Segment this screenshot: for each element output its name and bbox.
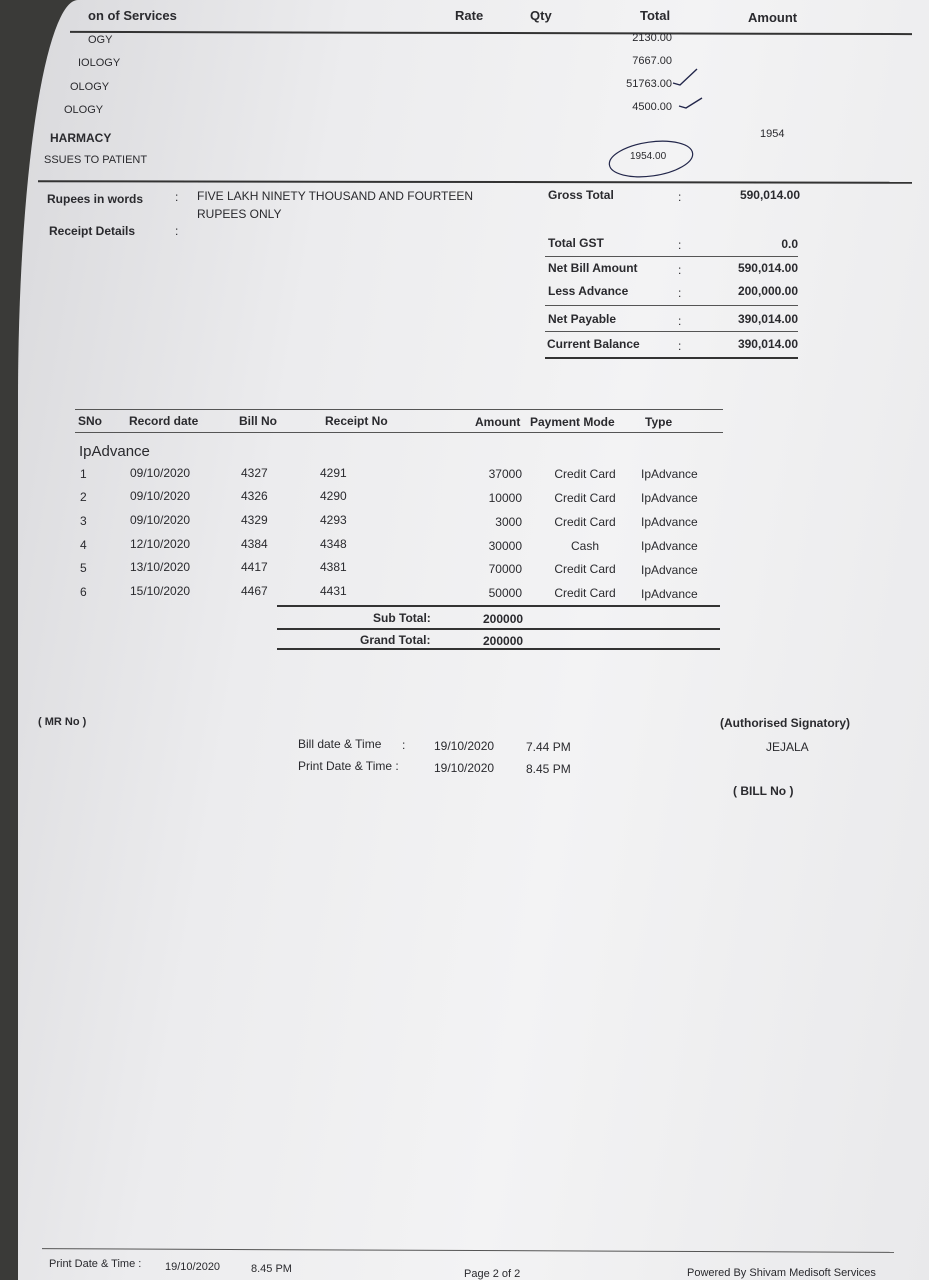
totals-rule	[545, 331, 798, 332]
colon: :	[678, 314, 682, 328]
record-date-cell: 09/10/2020	[130, 489, 191, 503]
total-gst-value: 0.0	[781, 237, 798, 251]
sno-cell: 4	[80, 538, 87, 552]
bill-date: 19/10/2020	[434, 739, 495, 753]
service-total: 2130.00	[632, 32, 672, 44]
service-name: OLOGY	[64, 104, 104, 116]
sno-cell: 3	[80, 514, 87, 528]
service-total: 51763.00	[626, 78, 672, 90]
footer-print-label: Print Date & Time :	[49, 1258, 142, 1270]
record-date-cell: 09/10/2020	[130, 513, 191, 527]
bill-no-cell: 4326	[241, 489, 268, 503]
receipt-no-cell: 4431	[320, 584, 347, 598]
subtotal-label: Sub Total:	[373, 611, 431, 625]
receipt-no-cell: 4348	[320, 537, 347, 551]
record-date-cell: 13/10/2020	[130, 560, 191, 574]
qty-column-header: Qty	[530, 8, 552, 23]
footer-print-time: 8.45 PM	[251, 1263, 292, 1275]
amount-in-words-line1: FIVE LAKH NINETY THOUSAND AND FOURTEEN	[197, 189, 474, 203]
payment-mode-column-header: Payment Mode	[530, 415, 615, 429]
grand-total-label: Grand Total:	[360, 633, 431, 647]
print-time: 8.45 PM	[526, 762, 571, 776]
payment-mode-cell: Cash	[570, 539, 599, 553]
service-name: HARMACY	[50, 131, 112, 145]
circle-mark-icon	[603, 136, 703, 180]
type-cell: IpAdvance	[641, 539, 698, 553]
less-advance-label: Less Advance	[548, 284, 629, 298]
colon: :	[678, 286, 682, 300]
service-name: SSUES TO PATIENT	[44, 154, 148, 166]
type-cell: IpAdvance	[641, 587, 698, 601]
table-header-rule	[75, 432, 723, 433]
service-total: 4500.00	[632, 101, 672, 113]
record-date-cell: 15/10/2020	[130, 584, 191, 598]
record-date-cell: 12/10/2020	[130, 537, 191, 551]
amount-cell: 50000	[488, 586, 522, 600]
bill-time: 7.44 PM	[526, 740, 571, 754]
print-date: 19/10/2020	[434, 761, 495, 775]
type-cell: IpAdvance	[641, 467, 698, 481]
amount-cell: 3000	[495, 515, 522, 529]
service-total: 7667.00	[632, 55, 672, 67]
payment-mode-cell: Credit Card	[554, 491, 616, 505]
current-balance-label: Current Balance	[547, 337, 640, 351]
bill-no-column-header: Bill No	[239, 414, 277, 428]
gross-total-value: 590,014.00	[739, 188, 800, 202]
type-cell: IpAdvance	[641, 563, 698, 577]
colon: :	[678, 238, 682, 252]
service-amount: 1954	[760, 128, 785, 140]
amount-cell: 10000	[488, 491, 522, 505]
authorised-signatory-label: (Authorised Signatory)	[720, 716, 851, 730]
group-heading: IpAdvance	[79, 443, 150, 460]
amount-cell: 37000	[488, 467, 522, 481]
bill-no-cell: 4417	[241, 560, 268, 574]
record-date-column-header: Record date	[129, 414, 199, 428]
totals-bottom-rule	[545, 357, 798, 359]
page-number: Page 2 of 2	[464, 1268, 521, 1280]
receipt-no-column-header: Receipt No	[325, 414, 388, 428]
type-cell: IpAdvance	[641, 491, 698, 505]
payment-mode-cell: Credit Card	[554, 586, 616, 600]
amount-cell: 30000	[488, 539, 522, 553]
totals-rule	[545, 256, 798, 257]
net-payable-label: Net Payable	[548, 312, 617, 326]
current-balance-value: 390,014.00	[737, 337, 798, 351]
net-bill-amount-value: 590,014.00	[737, 261, 798, 275]
colon: :	[175, 190, 179, 204]
amount-cell: 70000	[488, 562, 522, 576]
receipt-details-label: Receipt Details	[49, 224, 136, 238]
sno-column-header: SNo	[78, 414, 102, 428]
table-top-rule	[75, 409, 723, 410]
amount-column-header: Amount	[475, 415, 521, 429]
record-date-cell: 09/10/2020	[130, 466, 191, 480]
bill-no-label: ( BILL No )	[733, 784, 794, 798]
print-date-time-label: Print Date & Time :	[298, 759, 399, 773]
service-name: OLOGY	[70, 81, 110, 93]
amount-column-header: Amount	[748, 10, 798, 25]
signatory-name: JEJALA	[766, 740, 809, 754]
gross-total-label: Gross Total	[548, 188, 614, 202]
net-payable-value: 390,014.00	[737, 312, 798, 326]
receipt-no-cell: 4381	[320, 560, 347, 574]
sno-cell: 2	[80, 490, 87, 504]
amount-in-words-line2: RUPEES ONLY	[197, 207, 282, 221]
payment-mode-cell: Credit Card	[554, 515, 616, 529]
rate-column-header: Rate	[455, 8, 484, 23]
bill-no-cell: 4384	[241, 537, 268, 551]
check-mark-icon	[670, 66, 700, 90]
service-name: IOLOGY	[78, 57, 121, 69]
grand-total-bottom-rule	[277, 648, 720, 650]
colon: :	[402, 738, 406, 752]
footer-print-date: 19/10/2020	[165, 1261, 221, 1273]
bill-no-cell: 4327	[241, 466, 268, 480]
totals-rule	[545, 305, 798, 306]
check-mark-icon	[676, 94, 706, 114]
total-gst-label: Total GST	[548, 236, 604, 250]
powered-by: Powered By Shivam Medisoft Services	[687, 1267, 876, 1279]
receipt-no-cell: 4293	[320, 513, 347, 527]
grand-total-value: 200000	[483, 634, 524, 648]
subtotal-top-rule	[277, 605, 720, 607]
less-advance-value: 200,000.00	[737, 284, 798, 298]
net-bill-amount-label: Net Bill Amount	[548, 261, 638, 275]
payment-mode-cell: Credit Card	[554, 467, 616, 481]
payment-mode-cell: Credit Card	[554, 562, 616, 576]
type-column-header: Type	[645, 415, 673, 429]
sno-cell: 5	[80, 561, 87, 575]
subtotal-value: 200000	[483, 612, 524, 626]
bill-date-time-label: Bill date & Time	[298, 737, 382, 751]
total-column-header: Total	[640, 8, 671, 23]
bill-no-cell: 4467	[241, 584, 268, 598]
sno-cell: 1	[80, 467, 87, 481]
subtotal-bottom-rule	[277, 628, 720, 630]
mr-no-label: ( MR No )	[38, 716, 87, 728]
service-name: OGY	[88, 34, 113, 46]
sno-cell: 6	[80, 585, 87, 599]
colon: :	[175, 224, 179, 238]
type-cell: IpAdvance	[641, 515, 698, 529]
colon: :	[678, 339, 682, 353]
service-total: 1954.00	[630, 151, 667, 162]
receipt-no-cell: 4290	[320, 489, 347, 503]
colon: :	[678, 190, 682, 204]
receipt-no-cell: 4291	[320, 466, 347, 480]
rupees-in-words-label: Rupees in words	[47, 192, 144, 206]
colon: :	[678, 263, 682, 277]
bill-no-cell: 4329	[241, 513, 268, 527]
description-column-header: on of Services	[88, 8, 177, 23]
